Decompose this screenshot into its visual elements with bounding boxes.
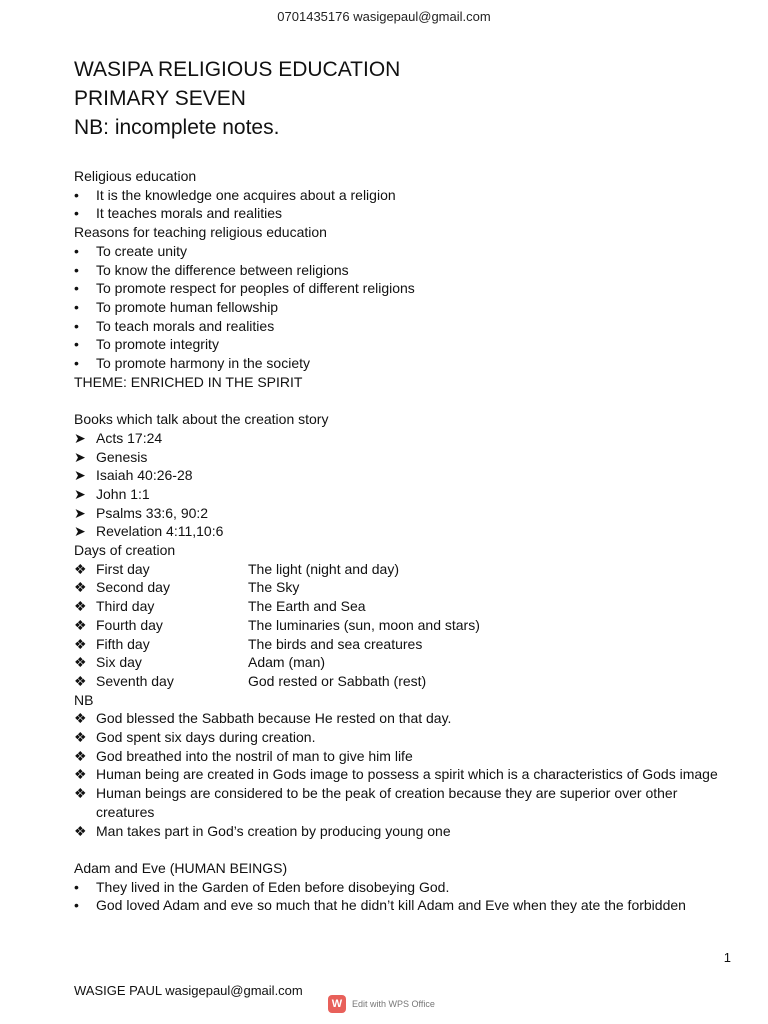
day-creation: God rested or Sabbath (rest) bbox=[248, 672, 427, 689]
creation-day-row bbox=[74, 616, 734, 635]
star-marker-icon: ❖ bbox=[74, 598, 87, 615]
star-marker-icon: ❖ bbox=[74, 579, 87, 596]
wps-logo-icon: W bbox=[328, 995, 346, 1013]
bullet-marker: • bbox=[74, 878, 79, 895]
day-creation: The light (night and day) bbox=[248, 560, 399, 577]
list-item: • God loved Adam and eve so much that he didn’t kill Adam and Eve when they ate the forbidden bbox=[74, 897, 686, 914]
creation-day-row bbox=[74, 597, 734, 616]
section-heading-days: Days of creation bbox=[74, 542, 176, 559]
star-marker-icon: ❖ bbox=[74, 785, 87, 802]
spacer bbox=[74, 391, 734, 410]
star-marker-icon: ❖ bbox=[74, 747, 87, 764]
page-number: 1 bbox=[723, 950, 731, 965]
list-item: ➤ John 1:1 bbox=[74, 485, 150, 502]
star-marker-icon: ❖ bbox=[74, 672, 87, 689]
list-item: ➤ Genesis bbox=[74, 448, 148, 465]
creation-day-row bbox=[74, 672, 734, 691]
title-line-3: NB: incomplete notes. bbox=[74, 116, 280, 139]
bullet-marker: • bbox=[74, 317, 79, 334]
wps-edit-label: Edit with WPS Office bbox=[352, 999, 435, 1009]
section-heading-reasons: Reasons for teaching religious education bbox=[74, 224, 327, 241]
star-marker-icon: ❖ bbox=[74, 654, 87, 671]
list-item: • It teaches morals and realities bbox=[74, 205, 282, 222]
bullet-marker: • bbox=[74, 280, 79, 297]
document-title-block bbox=[74, 55, 400, 142]
section-heading-books: Books which talk about the creation story bbox=[74, 411, 329, 428]
bullet-marker: • bbox=[74, 355, 79, 372]
bullet-marker: • bbox=[74, 897, 79, 914]
day-name: Fourth day bbox=[96, 616, 163, 633]
arrow-marker-icon: ➤ bbox=[74, 523, 86, 540]
arrow-marker-icon: ➤ bbox=[74, 429, 86, 446]
title-line-1: WASIPA RELIGIOUS EDUCATION bbox=[74, 58, 401, 81]
theme-heading: THEME: ENRICHED IN THE SPIRIT bbox=[74, 373, 303, 390]
bullet-marker: • bbox=[74, 298, 79, 315]
day-name: Third day bbox=[96, 598, 155, 615]
list-item: ➤ Revelation 4:11,10:6 bbox=[74, 523, 224, 540]
arrow-marker-icon: ➤ bbox=[74, 485, 86, 502]
list-item: ❖ Human being are created in Gods image to possess a spirit which is a characteristics of Gods image bbox=[74, 766, 718, 783]
list-item: • To teach morals and realities bbox=[74, 317, 275, 334]
list-item: • To create unity bbox=[74, 242, 188, 259]
bullet-marker: • bbox=[74, 336, 79, 353]
document-body bbox=[74, 167, 734, 915]
page-footer: WASIGE PAUL wasigepaul@gmail.com bbox=[74, 983, 303, 998]
star-marker-icon: ❖ bbox=[74, 560, 87, 577]
section-heading-adam-eve: Adam and Eve (HUMAN BEINGS) bbox=[74, 859, 288, 876]
bullet-marker: • bbox=[74, 261, 79, 278]
star-marker-icon: ❖ bbox=[74, 822, 87, 839]
creation-day-row bbox=[74, 578, 734, 597]
list-item: ❖ God breathed into the nostril of man to give him life bbox=[74, 747, 413, 764]
list-item: • To know the difference between religions bbox=[74, 261, 349, 278]
day-creation: The Earth and Sea bbox=[248, 598, 366, 615]
list-item: ❖ God spent six days during creation. bbox=[74, 729, 316, 746]
arrow-marker-icon: ➤ bbox=[74, 504, 86, 521]
list-item: ➤ Isaiah 40:26-28 bbox=[74, 467, 193, 484]
list-item: ❖ Human beings are considered to be the peak of creation because they are superior over other creatures bbox=[74, 785, 678, 820]
bullet-marker: • bbox=[74, 242, 79, 259]
section-heading-religious-education: Religious education bbox=[74, 168, 197, 184]
list-item: • To promote harmony in the society bbox=[74, 355, 310, 372]
list-item: • It is the knowledge one acquires about a religion bbox=[74, 186, 396, 203]
title-line-2: PRIMARY SEVEN bbox=[74, 87, 246, 110]
day-creation: The Sky bbox=[248, 579, 300, 596]
section-heading-nb: NB bbox=[74, 691, 94, 708]
list-item: ➤ Psalms 33:6, 90:2 bbox=[74, 504, 209, 521]
day-name: First day bbox=[96, 560, 150, 577]
day-name: Fifth day bbox=[96, 635, 150, 652]
spacer bbox=[74, 840, 734, 859]
creation-day-row bbox=[74, 635, 734, 654]
creation-day-row bbox=[74, 560, 734, 579]
list-item: ❖ God blessed the Sabbath because He rested on that day. bbox=[74, 710, 452, 727]
star-marker-icon: ❖ bbox=[74, 635, 87, 652]
star-marker-icon: ❖ bbox=[74, 710, 87, 727]
day-name: Seventh day bbox=[96, 672, 174, 689]
list-item: ➤ Acts 17:24 bbox=[74, 429, 163, 446]
list-item: • To promote integrity bbox=[74, 336, 219, 353]
arrow-marker-icon: ➤ bbox=[74, 448, 86, 465]
creation-day-row bbox=[74, 653, 734, 672]
wps-edit-badge[interactable] bbox=[328, 995, 435, 1013]
list-item: • They lived in the Garden of Eden before disobeying God. bbox=[74, 878, 450, 895]
arrow-marker-icon: ➤ bbox=[74, 467, 86, 484]
day-name: Second day bbox=[96, 579, 170, 596]
day-creation: Adam (man) bbox=[248, 654, 326, 671]
page-header: 0701435176 wasigepaul@gmail.com bbox=[277, 9, 491, 24]
star-marker-icon: ❖ bbox=[74, 729, 87, 746]
day-name: Six day bbox=[96, 654, 142, 671]
day-creation: The luminaries (sun, moon and stars) bbox=[248, 616, 480, 633]
bullet-marker: • bbox=[74, 186, 79, 203]
star-marker-icon: ❖ bbox=[74, 616, 87, 633]
list-item: • To promote human fellowship bbox=[74, 298, 279, 315]
list-item: ❖ Man takes part in God’s creation by producing young one bbox=[74, 822, 451, 839]
list-item: • To promote respect for peoples of different religions bbox=[74, 280, 415, 297]
day-creation: The birds and sea creatures bbox=[248, 635, 423, 652]
star-marker-icon: ❖ bbox=[74, 766, 87, 783]
bullet-marker: • bbox=[74, 205, 79, 222]
